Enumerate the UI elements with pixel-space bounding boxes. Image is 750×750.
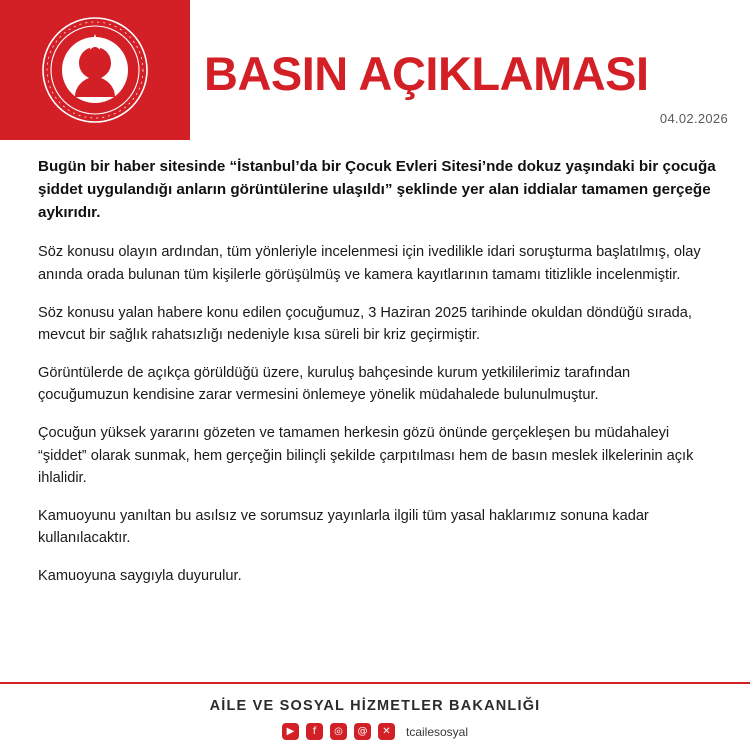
document-header <box>0 0 750 140</box>
paragraph: Söz konusu olayın ardından, tüm yönleriyle incelenmesi için ivedilikle idari soruşturma başlatılmış, olay anında orada bulunan tüm kişilerle görüşülmüş ve kamera kayıtlarının tamamı titizlikle incelenmiştir. <box>38 244 701 283</box>
paragraph: Kamuoyunu yanıltan bu asılsız ve sorumsuz yayınlarla ilgili tüm yasal haklarımız sonuna kadar kullanılacaktır. <box>38 507 649 547</box>
facebook-icon[interactable]: f <box>306 723 323 740</box>
publish-date: 04.02.2026 <box>659 111 728 126</box>
paragraph: Çocuğun yüksek yararını gözeten ve tamamen herkesin gözü önünde gerçekleşen bu müdahaleyi “şiddet” olarak sunmak, hem gerçeğin bilinçli şekilde çarpıtılması hem de basın meslek ilkelerinin açık ihlalidir. <box>38 425 694 487</box>
threads-icon[interactable]: @ <box>354 723 371 740</box>
page-title: BASIN AÇIKLAMASI <box>204 46 649 100</box>
document-body <box>0 140 750 588</box>
footer-ministry-name: AİLE VE SOSYAL HİZMETLER BAKANLIĞI <box>209 698 541 714</box>
paragraph: Kamuoyuna saygıyla duyurulur. <box>38 568 242 585</box>
social-handle: tcailesosyal <box>405 724 469 739</box>
x-twitter-icon[interactable]: ✕ <box>378 723 395 740</box>
lead-paragraph: Bugün bir haber sitesinde “İstanbul’da bir Çocuk Evleri Sitesi’nde dokuz yaşındaki bir çocuğa şiddet uygulandığı anların görüntülerine ulaşıldı” şeklinde yer alan iddialar tamamen gerçeğe aykırıdır. <box>38 158 716 221</box>
document-footer <box>0 682 750 750</box>
instagram-icon[interactable]: ◎ <box>330 723 347 740</box>
ministry-emblem-icon <box>34 14 156 126</box>
youtube-icon[interactable]: ▶ <box>282 723 299 740</box>
paragraph: Görüntülerde de açıkça görüldüğü üzere, kuruluş bahçesinde kurum yetkililerimiz tarafından çocuğumuzun kendisine zarar vermesini önlemeye yönelik müdahalede bulunulmuştur. <box>38 364 631 404</box>
title-panel <box>190 0 750 140</box>
paragraph: Söz konusu yalan habere konu edilen çocuğumuz, 3 Haziran 2025 tarihinde okuldan döndüğü sırada, mevcut bir sağlık rahatsızlığı nedeniyle kısa süreli bir kriz geçirmiştir. <box>38 304 692 344</box>
social-links-row <box>282 723 468 740</box>
ministry-logo-panel <box>0 0 190 140</box>
